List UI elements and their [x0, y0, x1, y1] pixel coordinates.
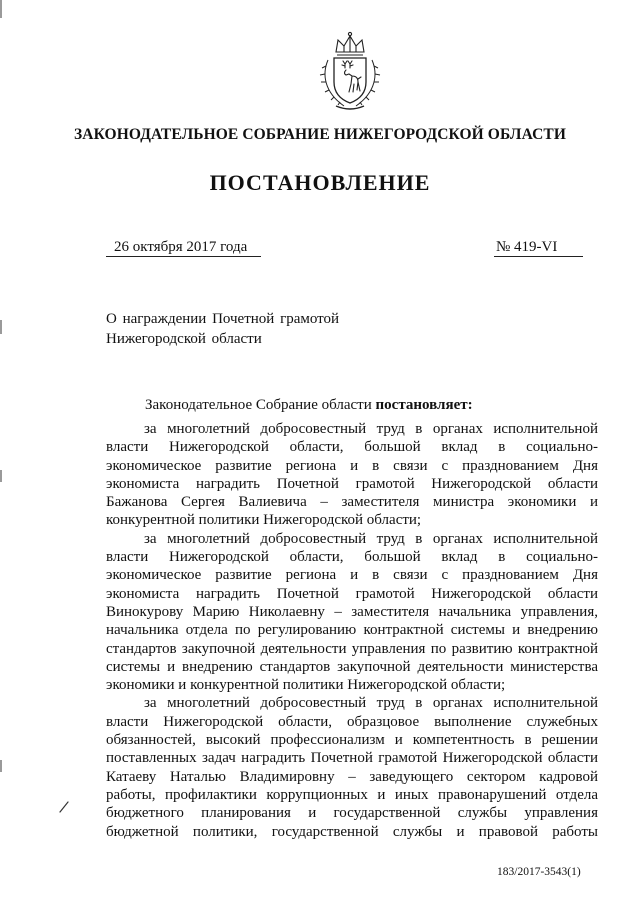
body-line: Катаеву Наталью Владимировну – заведующего сектором кадровой: [106, 768, 598, 785]
body-line: обязанностей, высокий профессионализм и компетентность в решении: [106, 732, 598, 749]
body-line: конкурентной политики Нижегородской области;: [106, 512, 422, 529]
resolution-intro: [145, 395, 473, 415]
body-line: бюджетного планирования и государственной службы управления: [106, 805, 598, 822]
body-line: экономиста наградить Почетной грамотой Нижегородской области: [106, 475, 598, 492]
document-date: 26 октября 2017 года: [106, 238, 261, 257]
scan-edge-mark: [0, 0, 2, 18]
coat-of-arms-icon: [314, 30, 386, 112]
body-line: начальника отдела по регулированию контрактной системы и внедрению: [106, 622, 598, 639]
body-line: за многолетний добросовестный труд в органах исполнительной: [144, 695, 598, 712]
resolution-body: [106, 420, 598, 841]
body-line: работы, профилактики коррупционных и иных правонарушений отдела: [106, 786, 598, 803]
body-line: власти Нижегородской области, большой вклад в социально-: [106, 439, 598, 456]
body-line: поставленных задач наградить Почетной грамотой Нижегородской области: [106, 750, 598, 767]
body-line: бюджетной политики, государственной службы и правовой работы: [106, 823, 598, 840]
body-line: экономическое развитие региона и в связи с празднованием Дня: [106, 567, 598, 584]
scan-edge-mark: [0, 320, 2, 334]
scan-edge-mark: [0, 470, 2, 482]
body-line: Бажанова Сергея Валиевича – заместителя министра экономики и: [106, 494, 598, 511]
subject-line: Нижегородской области: [106, 331, 262, 347]
intro-emphasis: постановляет:: [375, 397, 473, 413]
body-line: власти Нижегородской области, образцовое выполнение служебных: [106, 713, 598, 730]
body-line: стандартов закупочной деятельности управления по развитию контрактной: [106, 640, 598, 657]
intro-text: Законодательное Собрание области: [145, 397, 376, 413]
subject-line: О награждении Почетной грамотой: [106, 311, 340, 327]
pen-mark-icon: [58, 800, 70, 814]
document-type-title: ПОСТАНОВЛЕНИЕ: [209, 170, 431, 195]
body-line: за многолетний добросовестный труд в органах исполнительной: [144, 421, 598, 437]
body-line: экономиста наградить Почетной грамотой Нижегородской области: [106, 585, 598, 602]
scan-edge-mark: [0, 760, 2, 772]
body-line: системы и внедрению стандартов закупочной деятельности министерства: [106, 658, 598, 675]
body-line: экономики и конкурентной политики Нижегородской области;: [106, 677, 506, 694]
body-line: Винокурову Марию Николаевну – заместителя начальника управления,: [106, 603, 598, 620]
document-reference: 183/2017-3543(1): [497, 866, 581, 878]
document-number: № 419-VI: [494, 238, 583, 257]
body-line: власти Нижегородской области, большой вклад в социально-: [106, 549, 598, 566]
body-line: за многолетний добросовестный труд в органах исполнительной: [144, 530, 598, 547]
organization-title: ЗАКОНОДАТЕЛЬНОЕ СОБРАНИЕ НИЖЕГОРОДСКОЙ ОБЛАСТИ: [74, 126, 566, 143]
body-line: экономическое развитие региона и в связи с празднованием Дня: [106, 457, 598, 474]
document-subject: [106, 309, 339, 349]
